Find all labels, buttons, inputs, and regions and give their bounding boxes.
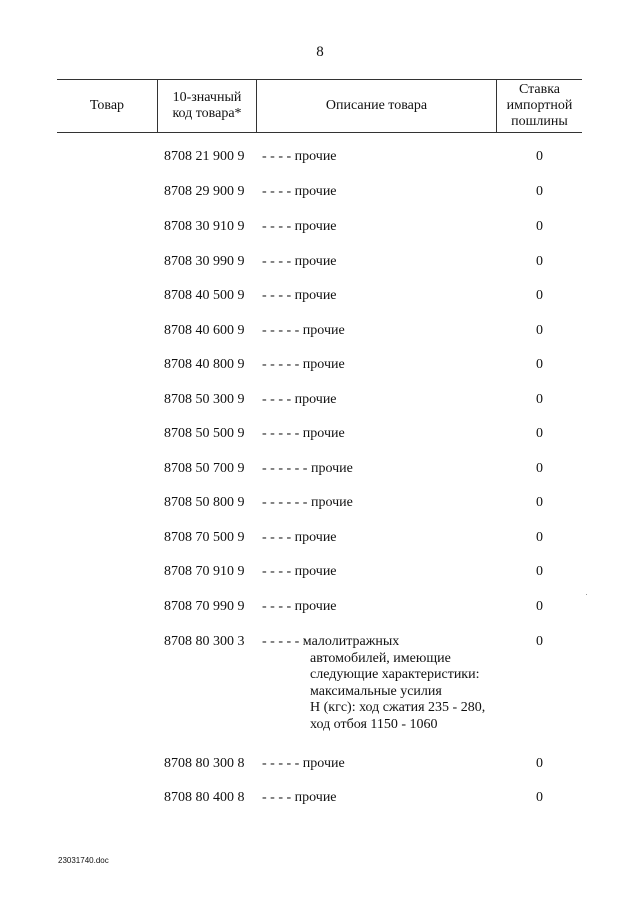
row-rate: 0 [536, 219, 543, 234]
header-rate-label: Ставка импортной пошлины [506, 82, 573, 129]
header-code-label: 10-значный код товара* [172, 90, 242, 121]
row-code: 8708 30 990 9 [164, 254, 245, 269]
row-code: 8708 40 600 9 [164, 323, 245, 338]
row-description: - - - - - прочие [262, 357, 345, 372]
row-rate: 0 [536, 254, 543, 269]
row-code: 8708 29 900 9 [164, 184, 245, 199]
row-description: - - - - прочие [262, 564, 337, 579]
row-rate: 0 [536, 756, 543, 771]
row-code: 8708 50 500 9 [164, 426, 245, 441]
scan-speck [586, 594, 587, 595]
row-code: 8708 70 990 9 [164, 599, 245, 614]
row-rate: 0 [536, 634, 543, 649]
row-code: 8708 30 910 9 [164, 219, 245, 234]
row-description: - - - - - - прочие [262, 495, 353, 510]
row-description-continuation: автомобилей, имеющие [310, 650, 451, 666]
row-description: - - - - прочие [262, 254, 337, 269]
row-description: - - - - - малолитражных [262, 634, 400, 649]
row-description: - - - - прочие [262, 288, 337, 303]
page-number: 8 [316, 44, 324, 60]
row-rate: 0 [536, 392, 543, 407]
row-description: - - - - - прочие [262, 756, 345, 771]
row-description-continuation: ход отбоя 1150 - 1060 [310, 716, 438, 732]
row-rate: 0 [536, 288, 543, 303]
row-description: - - - - прочие [262, 392, 337, 407]
row-rate: 0 [536, 495, 543, 510]
footer-filename: 23031740.doc [58, 856, 109, 865]
row-description: - - - - - прочие [262, 426, 345, 441]
row-code: 8708 40 800 9 [164, 357, 245, 372]
row-description-block [262, 634, 485, 733]
row-description-continuation: Н (кгс): ход сжатия 235 - 280, [310, 700, 486, 715]
row-rate: 0 [536, 357, 543, 372]
row-code: 8708 50 300 9 [164, 392, 245, 407]
row-description: - - - - - - прочие [262, 461, 353, 476]
row-rate: 0 [536, 184, 543, 199]
row-code: 8708 40 500 9 [164, 288, 245, 303]
row-description-continuation: следующие характеристики: [310, 667, 480, 682]
row-description: - - - - прочие [262, 599, 337, 614]
row-code: 8708 80 300 3 [164, 634, 245, 649]
row-description: - - - - прочие [262, 219, 337, 234]
row-description: - - - - прочие [262, 149, 337, 164]
row-code: 8708 50 800 9 [164, 495, 245, 510]
row-description: - - - - - прочие [262, 323, 345, 338]
row-code: 8708 70 910 9 [164, 564, 245, 579]
row-code: 8708 70 500 9 [164, 530, 245, 545]
row-code: 8708 80 300 8 [164, 756, 245, 771]
row-rate: 0 [536, 426, 543, 441]
row-rate: 0 [536, 790, 543, 805]
row-code: 8708 50 700 9 [164, 461, 245, 476]
row-rate: 0 [536, 564, 543, 579]
row-rate: 0 [536, 461, 543, 476]
row-rate: 0 [536, 323, 543, 338]
header-goods-label: Товар [89, 98, 125, 113]
row-description: - - - - прочие [262, 790, 337, 805]
row-rate: 0 [536, 530, 543, 545]
row-description: - - - - прочие [262, 184, 337, 199]
row-description: - - - - прочие [262, 530, 337, 545]
row-code: 8708 21 900 9 [164, 149, 245, 164]
row-description-continuation: максимальные усилия [310, 683, 442, 699]
row-rate: 0 [536, 599, 543, 614]
header-description-label: Описание товара [325, 98, 428, 113]
row-rate: 0 [536, 149, 543, 164]
row-code: 8708 80 400 8 [164, 790, 245, 805]
